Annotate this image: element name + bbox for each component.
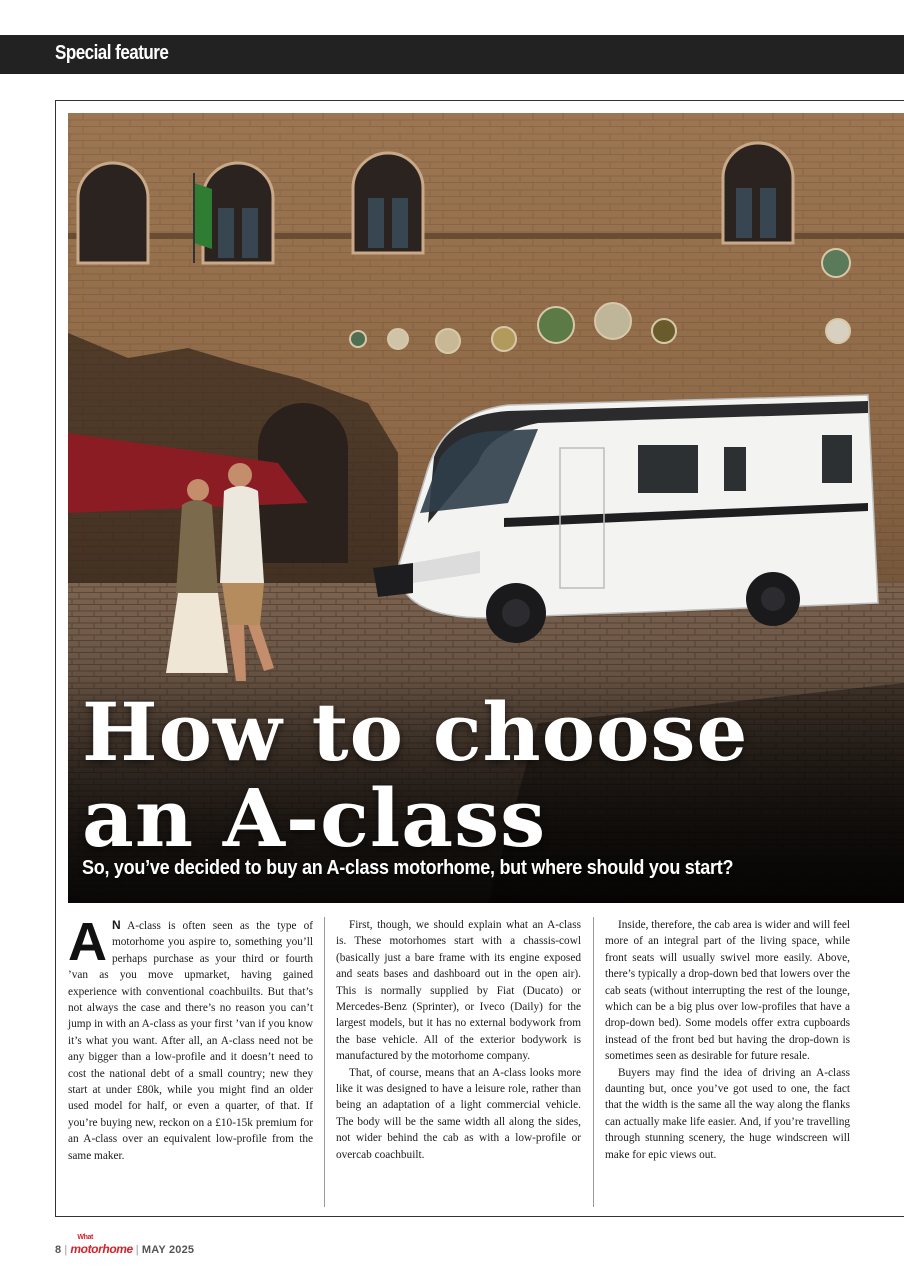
section-label: Special feature — [55, 42, 169, 64]
lead-in: N — [112, 918, 121, 932]
headline-line-1: How to choose — [82, 685, 749, 779]
column-3-paragraph-2: Buyers may find the idea of driving an A-class daunting but, once you’ve got used to one, the fact that the width is the same all the way along the flanks can actually make life easier. And, if you’re travelling through stunning scenery, the huge windscreen will make for epic views out. — [605, 1066, 850, 1161]
column-1-text: A-class is often seen as the type of motorhome you aspire to, something you’ll perhaps purchase as your third or fourth ’van as you move upmarket, having gained experience with conventional coachbuilts. But that’s not always the case and there’s no reason you can’t jump in with an A-class as your first ’van if you know it’s what you want. After all, an A-class need not be any bigger than a low-profile and it doesn’t need to cost the national debt of a small country; new they start at under £80k, while you might find an older used model for half, or even a quarter, of that. If you’re buying new, reckon on a £10-15k premium for an A-class over an equivalent low-profile from the same maker. — [68, 920, 313, 1162]
article-column-2 — [336, 917, 581, 1163]
logo-motorhome: motorhome — [70, 1242, 133, 1256]
folio-separator: | — [64, 1244, 68, 1256]
issue-date: MAY 2025 — [141, 1244, 195, 1256]
column-divider-2 — [593, 917, 594, 1207]
article-column-3 — [605, 917, 850, 1163]
column-2-paragraph-1: First, though, we should explain what an A-class is. These motorhomes start with a chassis-cowl (basically just a bare frame with its engine exposed and seats bases and dashboard out in the open air). This is normally supplied by Fiat (Ducato) or Mercedes-Benz (Sprinter), or Iveco (Daily) for the largest models, but it has no external bodywork from the base vehicle. All of the exterior bodywork is manufactured by the motorhome company. — [336, 919, 581, 1063]
column-divider-1 — [324, 917, 325, 1207]
column-1-paragraph-1 — [68, 912, 313, 1164]
article-standfirst: So, you’ve decided to buy an A-class motorhome, but where should you start? — [82, 857, 734, 879]
column-3-paragraph-1: Inside, therefore, the cab area is wider and will feel more of an integral part of the living space, while front seats will usually swivel more easily. Above, there’s typically a drop-down bed that lowers over the cab seats (without interrupting the rest of the lounge, which can be a big plus over low-profiles that have a drop-down bed). Some models offer extra cupboards instead of the front bed but having the drop-down is sometimes seen as desirable for future resale. — [605, 919, 850, 1063]
hero-photo — [68, 113, 904, 903]
headline-line-2: an A-class — [82, 771, 547, 865]
folio-separator: | — [135, 1244, 139, 1256]
section-header-bar — [0, 35, 904, 74]
magazine-logo — [70, 1234, 133, 1256]
page-number: 8 — [55, 1244, 62, 1256]
article-column-1 — [68, 912, 313, 1164]
logo-what: What — [77, 1234, 93, 1241]
article-headline — [82, 685, 749, 865]
column-2-paragraph-2: That, of course, means that an A-class looks more like it was designed to have a leisure role, rather than being an adaptation of a light commercial vehicle. The body will be the same width all along the sides, not wider behind the cab as with a low-profile or overcab coachbuilt. — [336, 1066, 581, 1161]
drop-cap: A — [68, 912, 107, 972]
page-folio — [55, 1234, 195, 1256]
